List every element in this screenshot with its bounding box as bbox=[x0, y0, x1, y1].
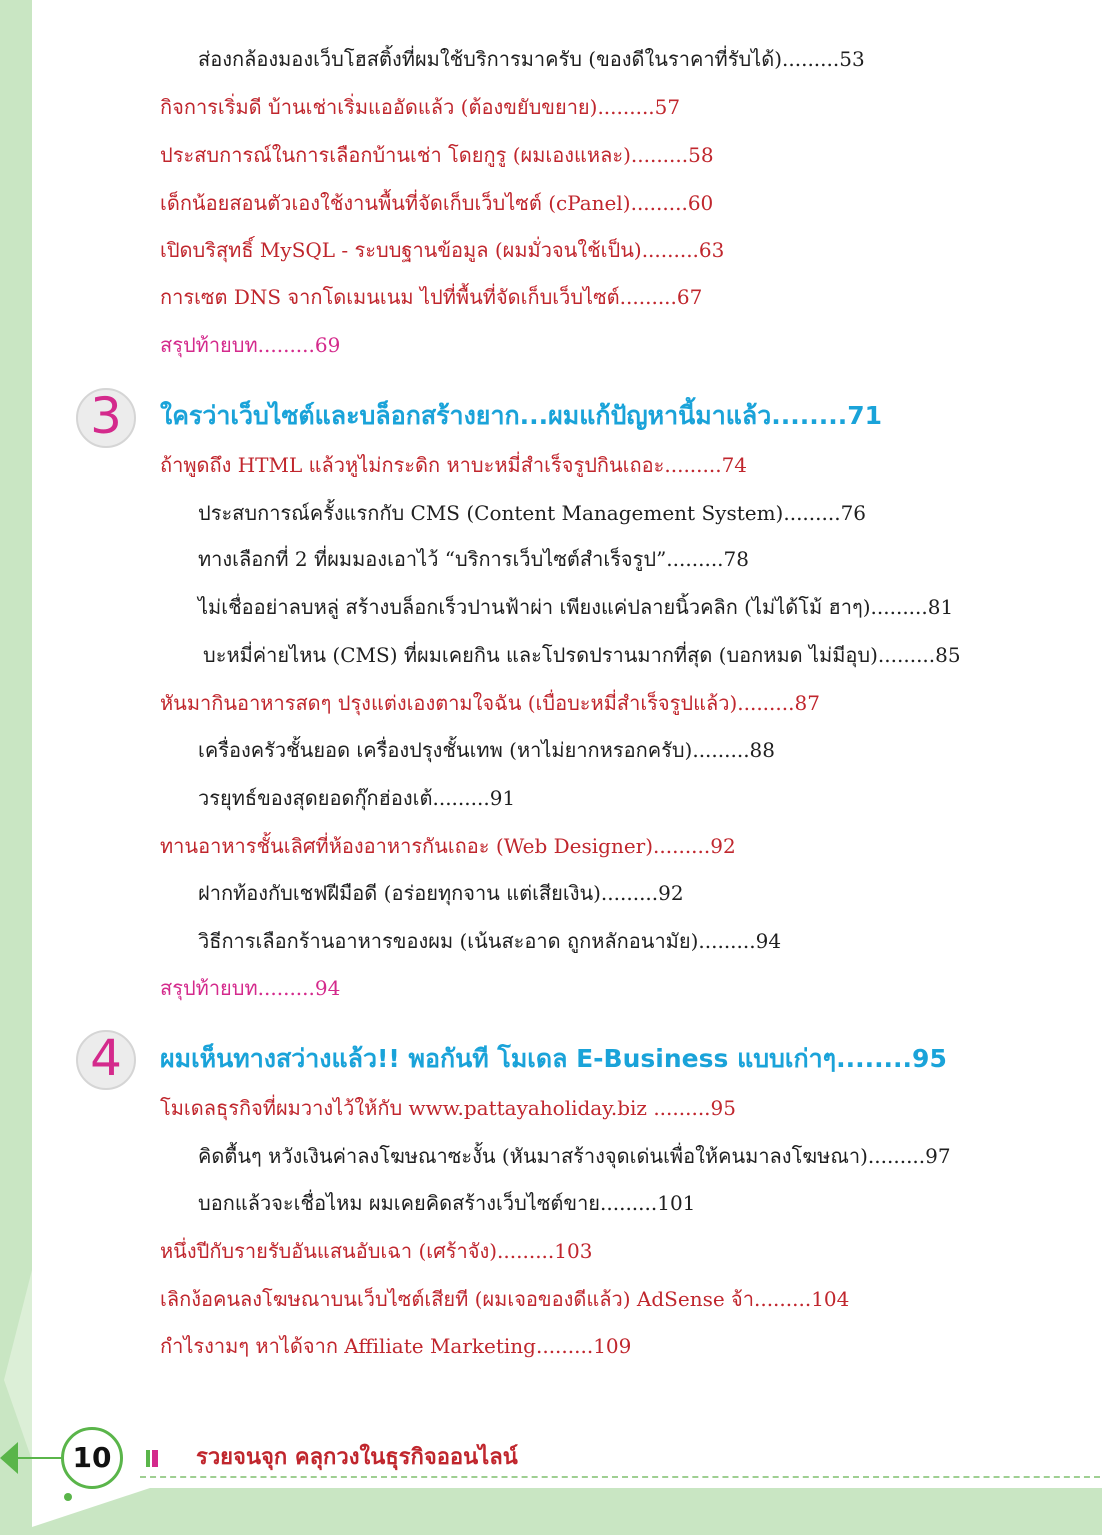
chapter-4-number: 4 bbox=[90, 1029, 122, 1087]
book-title: รวยจนจุก คลุกวงในธุรกิจออนไลน์ bbox=[196, 1445, 518, 1470]
toc-summary-entry: สรุปท้ายบท.........69 bbox=[160, 333, 341, 357]
toc-entry: เปิดบริสุทธิ์ MySQL - ระบบฐานข้อมูล (ผมมั่วจนใช้เป็น).........63 bbox=[160, 238, 725, 262]
chapter-4-number-badge bbox=[76, 1030, 136, 1090]
toc-entry: ฝากท้องกับเชฟฝีมือดี (อร่อยทุกจาน แต่เสียเงิน).........92 bbox=[198, 881, 684, 905]
footer-arrow-icon bbox=[0, 1442, 18, 1474]
toc-summary-entry: สรุปท้ายบท.........94 bbox=[160, 976, 341, 1000]
toc-entry: ไม่เชื่ออย่าลบหลู่ สร้างบล็อกเร็วปานฟ้าผ่า เพียงแค่ปลายนิ้วคลิก (ไม่ได้โม้ ฮาๆ).........81 bbox=[198, 595, 954, 619]
toc-entry: กิจการเริ่มดี บ้านเช่าเริ่มแออัดแล้ว (ต้องขยับขยาย).........57 bbox=[160, 95, 681, 119]
toc-entry: วิธีการเลือกร้านอาหารของผม (เน้นสะอาด ถูกหลักอนามัย).........94 bbox=[198, 929, 782, 953]
toc-entry: ประสบการณ์ในการเลือกบ้านเช่า โดยกูรู (ผมเองแหละ).........58 bbox=[160, 143, 714, 167]
footer-dashed-rule bbox=[140, 1476, 1100, 1478]
page-number: 10 bbox=[72, 1441, 112, 1474]
chapter-3-number: 3 bbox=[90, 387, 122, 445]
toc-entry: ทานอาหารชั้นเลิศที่ห้องอาหารกันเถอะ (Web Designer).........92 bbox=[160, 834, 736, 858]
toc-entry: ส่องกล้องมองเว็บโฮสติ้งที่ผมใช้บริการมาครับ (ของดีในราคาที่รับได้).........53 bbox=[198, 47, 865, 71]
footer-dot-icon bbox=[64, 1493, 72, 1501]
toc-entry: วรยุทธ์ของสุดยอดกุ๊กฮ่องเต้.........91 bbox=[198, 786, 516, 810]
toc-entry: คิดตื้นๆ หวังเงินค่าลงโฆษณาซะงั้น (หันมาสร้างจุดเด่นเพื่อให้คนมาลงโฆษณา).........97 bbox=[198, 1144, 951, 1168]
page-number-badge bbox=[61, 1427, 123, 1489]
toc-entry: บอกแล้วจะเชื่อไหม ผมเคยคิดสร้างเว็บไซต์ขาย.........101 bbox=[198, 1191, 696, 1215]
chapter-3-number-badge bbox=[76, 388, 136, 448]
footer-bars-icon bbox=[146, 1450, 160, 1471]
toc-entry: หันมากินอาหารสดๆ ปรุงแต่งเองตามใจฉัน (เบื่อบะหมี่สำเร็จรูปแล้ว).........87 bbox=[160, 691, 820, 715]
left-white-wedge bbox=[32, 440, 60, 1230]
toc-entry: ถ้าพูดถึง HTML แล้วหูไม่กระดิก หาบะหมี่สำเร็จรูปกินเถอะ.........74 bbox=[160, 453, 748, 477]
toc-entry: หนึ่งปีกับรายรับอันแสนอับเฉา (เศร้าจัง).........103 bbox=[160, 1239, 593, 1263]
toc-entry: การเซต DNS จากโดเมนเนม ไปที่พื้นที่จัดเก็บเว็บไซต์.........67 bbox=[160, 285, 703, 309]
toc-entry: กำไรงามๆ หาได้จาก Affiliate Marketing.........109 bbox=[160, 1334, 632, 1358]
bottom-white-wedge bbox=[32, 1488, 150, 1527]
toc-entry: เลิกง้อคนลงโฆษณาบนเว็บไซต์เสียที (ผมเจอของดีแล้ว) AdSense จ้า.........104 bbox=[160, 1287, 850, 1311]
toc-entry: เครื่องครัวชั้นยอด เครื่องปรุงชั้นเทพ (หาไม่ยากหรอกครับ).........88 bbox=[198, 738, 776, 762]
chapter-4-title: ผมเห็นทางสว่างแล้ว!! พอกันที โมเดล E-Business แบบเก่าๆ........95 bbox=[160, 1044, 947, 1073]
toc-entry: โมเดลธุรกิจที่ผมวางไว้ให้กับ www.pattayaholiday.biz .........95 bbox=[160, 1096, 736, 1120]
toc-entry: บะหมี่ค่ายไหน (CMS) ที่ผมเคยกิน และโปรดปรานมากที่สุด (บอกหมด ไม่มีอุบ).........85 bbox=[203, 643, 961, 667]
toc-entry: ประสบการณ์ครั้งแรกกับ CMS (Content Management System).........76 bbox=[198, 501, 867, 525]
left-light-wedge bbox=[4, 1270, 32, 1460]
chapter-3-title: ใครว่าเว็บไซต์และบล็อกสร้างยาก...ผมแก้ปัญหานี้มาแล้ว........71 bbox=[160, 401, 883, 430]
toc-entry: เด็กน้อยสอนตัวเองใช้งานพื้นที่จัดเก็บเว็บไซต์ (cPanel).........60 bbox=[160, 191, 714, 215]
toc-entry: ทางเลือกที่ 2 ที่ผมมองเอาไว้ “บริการเว็บไซต์สำเร็จรูป”.........78 bbox=[198, 547, 749, 571]
